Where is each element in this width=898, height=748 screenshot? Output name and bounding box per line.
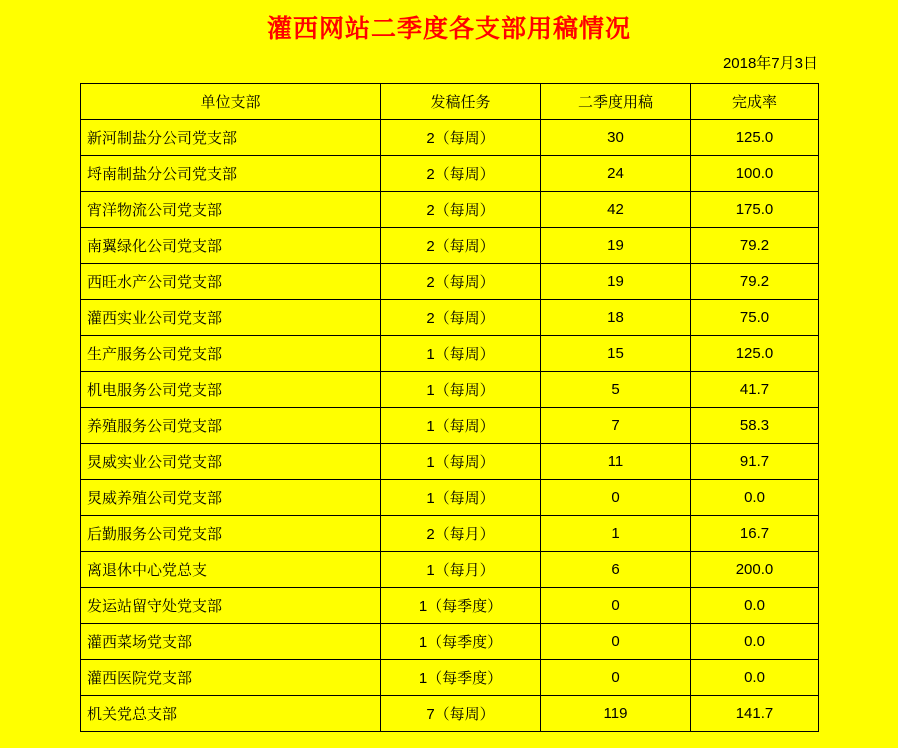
cell-task: 1（每周） (381, 480, 541, 516)
column-header-rate: 完成率 (691, 84, 819, 120)
cell-used: 18 (541, 300, 691, 336)
cell-unit: 机电服务公司党支部 (81, 372, 381, 408)
table-header (81, 84, 819, 120)
cell-rate: 75.0 (691, 300, 819, 336)
cell-unit: 宵洋物流公司党支部 (81, 192, 381, 228)
page-title: 灌西网站二季度各支部用稿情况 (266, 15, 631, 43)
table-row (81, 588, 819, 624)
cell-rate: 0.0 (691, 624, 819, 660)
cell-rate: 200.0 (691, 552, 819, 588)
cell-used: 19 (541, 264, 691, 300)
cell-unit: 南翼绿化公司党支部 (81, 228, 381, 264)
table-row (81, 192, 819, 228)
cell-used: 0 (541, 624, 691, 660)
cell-task: 1（每季度） (381, 588, 541, 624)
cell-task: 2（每周） (381, 156, 541, 192)
table-body (81, 120, 819, 732)
table-row (81, 300, 819, 336)
column-header-unit: 单位支部 (81, 84, 381, 120)
table-row (81, 480, 819, 516)
cell-used: 1 (541, 516, 691, 552)
cell-rate: 91.7 (691, 444, 819, 480)
column-header-task: 发稿任务 (381, 84, 541, 120)
cell-unit: 西旺水产公司党支部 (81, 264, 381, 300)
cell-rate: 79.2 (691, 228, 819, 264)
cell-used: 0 (541, 588, 691, 624)
table-row (81, 336, 819, 372)
cell-task: 2（每周） (381, 264, 541, 300)
cell-task: 2（每月） (381, 516, 541, 552)
table-row (81, 624, 819, 660)
cell-used: 24 (541, 156, 691, 192)
report-table-container (80, 83, 818, 732)
cell-unit: 机关党总支部 (81, 696, 381, 732)
cell-unit: 新河制盐分公司党支部 (81, 120, 381, 156)
cell-task: 1（每季度） (381, 624, 541, 660)
cell-task: 2（每周） (381, 300, 541, 336)
cell-rate: 0.0 (691, 588, 819, 624)
cell-rate: 125.0 (691, 336, 819, 372)
cell-unit: 灌西医院党支部 (81, 660, 381, 696)
cell-unit: 养殖服务公司党支部 (81, 408, 381, 444)
document-date: 2018年7月3日 (722, 55, 818, 72)
table-row (81, 156, 819, 192)
cell-task: 1（每周） (381, 372, 541, 408)
cell-task: 2（每周） (381, 192, 541, 228)
table-row (81, 372, 819, 408)
cell-used: 119 (541, 696, 691, 732)
cell-used: 15 (541, 336, 691, 372)
cell-rate: 0.0 (691, 480, 819, 516)
cell-unit: 炅威养殖公司党支部 (81, 480, 381, 516)
table-row (81, 264, 819, 300)
cell-rate: 175.0 (691, 192, 819, 228)
cell-unit: 生产服务公司党支部 (81, 336, 381, 372)
column-header-used: 二季度用稿 (541, 84, 691, 120)
table-row (81, 444, 819, 480)
cell-task: 1（每月） (381, 552, 541, 588)
cell-used: 19 (541, 228, 691, 264)
table-row (81, 408, 819, 444)
cell-unit: 炅威实业公司党支部 (81, 444, 381, 480)
cell-task: 7（每周） (381, 696, 541, 732)
cell-used: 5 (541, 372, 691, 408)
cell-task: 1（每周） (381, 444, 541, 480)
cell-rate: 141.7 (691, 696, 819, 732)
table-row (81, 120, 819, 156)
cell-rate: 100.0 (691, 156, 819, 192)
cell-rate: 41.7 (691, 372, 819, 408)
cell-used: 6 (541, 552, 691, 588)
report-table (80, 83, 819, 732)
table-row (81, 516, 819, 552)
cell-used: 0 (541, 660, 691, 696)
cell-task: 2（每周） (381, 120, 541, 156)
cell-unit: 发运站留守处党支部 (81, 588, 381, 624)
cell-rate: 79.2 (691, 264, 819, 300)
cell-used: 11 (541, 444, 691, 480)
cell-task: 2（每周） (381, 228, 541, 264)
cell-rate: 0.0 (691, 660, 819, 696)
cell-task: 1（每周） (381, 336, 541, 372)
table-row (81, 228, 819, 264)
cell-unit: 灌西菜场党支部 (81, 624, 381, 660)
cell-rate: 16.7 (691, 516, 819, 552)
cell-rate: 125.0 (691, 120, 819, 156)
table-row (81, 660, 819, 696)
cell-unit: 后勤服务公司党支部 (81, 516, 381, 552)
table-row (81, 552, 819, 588)
cell-task: 1（每季度） (381, 660, 541, 696)
cell-used: 30 (541, 120, 691, 156)
cell-rate: 58.3 (691, 408, 819, 444)
cell-unit: 灌西实业公司党支部 (81, 300, 381, 336)
cell-used: 42 (541, 192, 691, 228)
table-header-row (81, 84, 819, 120)
cell-used: 0 (541, 480, 691, 516)
cell-unit: 离退休中心党总支 (81, 552, 381, 588)
cell-task: 1（每周） (381, 408, 541, 444)
table-row (81, 696, 819, 732)
cell-unit: 埒南制盐分公司党支部 (81, 156, 381, 192)
cell-used: 7 (541, 408, 691, 444)
